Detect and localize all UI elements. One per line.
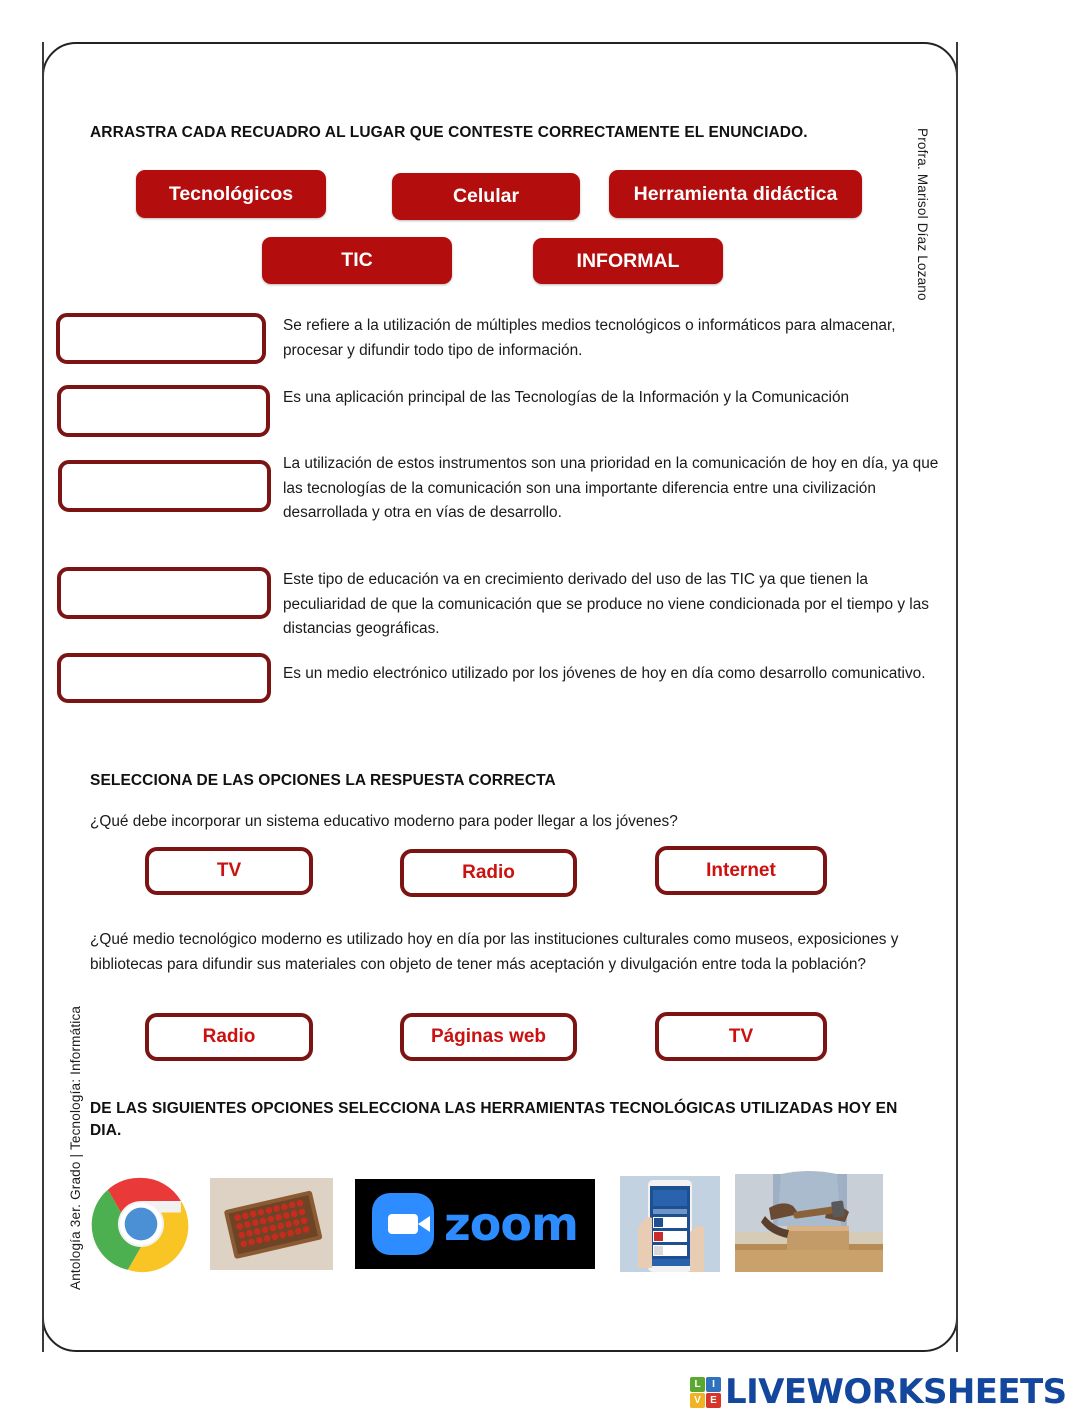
statement-text-3: La utilización de estos instrumentos son una prioridad en la comunicación de hoy en día, ya que las tecnologías de la comunicación son una importante diferencia entre una civilización desarrollada y otra en vías de desarrollo. bbox=[283, 455, 939, 522]
zoom-logo[interactable] bbox=[355, 1179, 595, 1269]
multiple-choice-instruction: SELECCIONA DE LAS OPCIONES LA RESPUESTA CORRECTA bbox=[90, 772, 556, 789]
statement-text-4: Este tipo de educación va en crecimiento derivado del uso de las TIC ya que tienen la peculiaridad de que la comunicación que se produce no viene condicionada por el tiempo y las distancias geográficas. bbox=[283, 571, 929, 638]
drag-section-instruction: ARRASTRA CADA RECUADRO AL LUGAR QUE CONTESTE CORRECTAMENTE EL ENUNCIADO. bbox=[90, 124, 808, 141]
mc-question-2-prompt: ¿Qué medio tecnológico moderno es utilizado hoy en día por las instituciones culturales como museos, exposiciones y bibliotecas para difundir sus materiales con objeto de tener más aceptación y divulgación entre toda la población? bbox=[90, 931, 899, 973]
mc-q2-option-radio[interactable]: Radio bbox=[145, 1013, 313, 1061]
statement-text-2: Es una aplicación principal de las Tecnologías de la Información y la Comunicación bbox=[283, 389, 850, 406]
dropbox-statement-5[interactable] bbox=[57, 653, 271, 703]
course-caption: Antología 3er. Grado | Tecnología: Informática bbox=[68, 1005, 83, 1290]
left-margin-rule bbox=[42, 42, 44, 1352]
logo-letter-i: I bbox=[706, 1377, 721, 1392]
right-margin-rule bbox=[956, 42, 958, 1352]
author-caption: Profra. Marisol Díaz Lozano bbox=[915, 128, 930, 301]
dropbox-statement-3[interactable] bbox=[58, 460, 271, 512]
smartphone-app-photo[interactable] bbox=[620, 1176, 720, 1272]
mc-question-1-prompt: ¿Qué debe incorporar un sistema educativo moderno para poder llegar a los jóvenes? bbox=[90, 813, 678, 830]
chrome-logo-icon[interactable] bbox=[93, 1176, 189, 1272]
zoom-wordmark: zoom bbox=[444, 1197, 578, 1251]
drag-chip-informal[interactable]: INFORMAL bbox=[533, 238, 723, 284]
mc-q2-option-tv[interactable]: TV bbox=[655, 1012, 827, 1061]
mc-q1-option-radio[interactable]: Radio bbox=[400, 849, 577, 897]
dropbox-statement-1[interactable] bbox=[56, 313, 266, 364]
abacus-photo[interactable] bbox=[210, 1178, 333, 1270]
zoom-camera-icon bbox=[372, 1193, 434, 1255]
logo-letter-v: V bbox=[690, 1393, 705, 1408]
drag-chip-tic[interactable]: TIC bbox=[262, 237, 452, 284]
mc-q1-option-tv[interactable]: TV bbox=[145, 847, 313, 895]
drag-chip-herramienta-didactica[interactable]: Herramienta didáctica bbox=[609, 170, 862, 218]
liveworksheets-wordmark: LIVEWORKSHEETS bbox=[725, 1372, 1066, 1412]
mc-q2-option-paginas-web[interactable]: Páginas web bbox=[400, 1013, 577, 1061]
liveworksheets-logo[interactable] bbox=[690, 1372, 1066, 1412]
statement-text-5: Es un medio electrónico utilizado por los jóvenes de hoy en día como desarrollo comunicativo. bbox=[283, 665, 926, 682]
statement-text-1: Se refiere a la utilización de múltiples medios tecnológicos o informáticos para almacenar, procesar y difundir todo tipo de información. bbox=[283, 317, 896, 359]
liveworksheets-logo-blocks bbox=[690, 1377, 721, 1408]
dropbox-statement-2[interactable] bbox=[57, 385, 270, 437]
dropbox-statement-4[interactable] bbox=[57, 567, 271, 619]
images-section-instruction: DE LAS SIGUIENTES OPCIONES SELECCIONA LAS HERRAMIENTAS TECNOLÓGICAS UTILIZADAS HOY EN DIA. bbox=[90, 1100, 898, 1139]
mc-q1-option-internet[interactable]: Internet bbox=[655, 846, 827, 895]
logo-letter-l: L bbox=[690, 1377, 705, 1392]
carpenter-hammer-photo[interactable] bbox=[735, 1174, 883, 1272]
drag-chip-celular[interactable]: Celular bbox=[392, 173, 580, 220]
drag-chip-tecnologicos[interactable]: Tecnológicos bbox=[136, 170, 326, 218]
logo-letter-e: E bbox=[706, 1393, 721, 1408]
